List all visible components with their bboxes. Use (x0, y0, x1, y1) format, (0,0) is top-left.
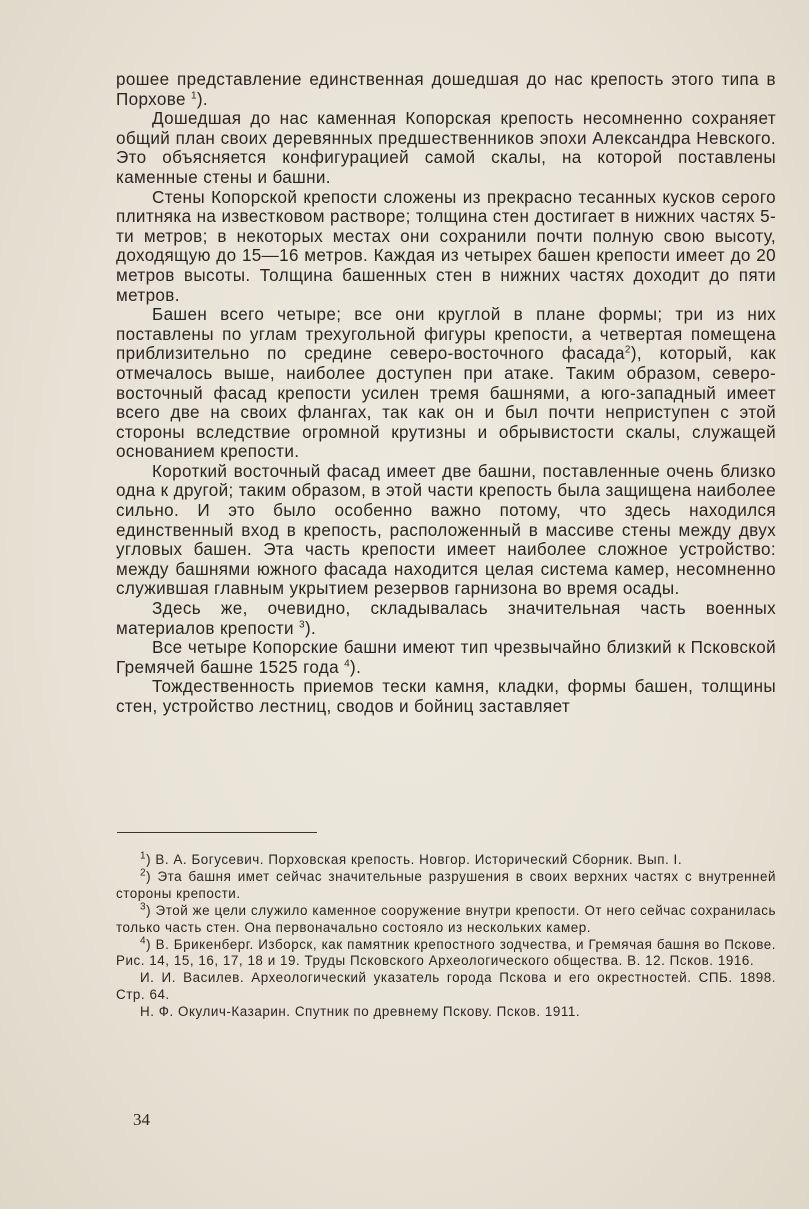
paragraph: Дошедшая до нас каменная Копорская крепость несомненно сохраняет общий план своих деревянных предшественников эпохи Александра Невского. Это объясняется конфигурацией самой скалы, на которой поставлены каменные стены и башни. (116, 109, 776, 187)
paragraph: Башен всего четыре; все они круглой в плане формы; три из них поставлены по углам трехугольной фигуры крепости, а четвертая помещена приблизительно по средине северо-восточного фасада$^2$), который, как отмечалось выше, наиболее доступен при атаке. Таким образом, северо-восточный фасад крепости усилен тремя башнями, а юго-западный имеет всего две на своих флангах, так как он и был почти неприступен с этой стороны вследствие огромной крутизны и обрывистости скалы, служащей основанием крепости. (116, 305, 776, 462)
footnote-ref: 2 (624, 344, 631, 356)
footnote-ref: 1 (190, 89, 197, 101)
paragraph: Тождественность приемов тески камня, кладки, формы башен, толщины стен, устройство лестниц, сводов и бойниц заставляет (116, 677, 776, 716)
paragraph: Стены Копорской крепости сложены из прекрасно тесанных кусков серого плитняка на известковом растворе; толщина стен достигает в нижних частях 5-ти метров; в некоторых местах они сохранили почти полную свою высоту, доходящую до 15—16 метров. Каждая из четырех башен крепости имеет до 20 метров высоты. Толщина башенных стен в нижних частях доходит до пяти метров. (116, 187, 776, 305)
page-number: 34 (133, 1110, 150, 1129)
paragraph: Все четыре Копорские башни имеют тип чрезвычайно близкий к Псковской Гремячей башне 1525 года $^4$). (116, 638, 776, 677)
footnote: $^2$) Эта башня имет сейчас значительные разрушения в своих верхних частях с внутренней стороны крепости. (116, 867, 776, 901)
footnote-ref: 4 (344, 658, 351, 670)
footnote: И. И. Василев. Археологический указатель города Пскова и его окрестностей. СПБ. 1898. Стр. 64. (116, 970, 776, 1003)
footnote: $^4$) В. Брикенберг. Изборск, как памятник крепостного зодчества, и Гремячая башня во Пскове. Рис. 14, 15, 16, 17, 18 и 19. Труды Псковского Археологического общества. В. 12. Псков. 1916. (116, 935, 776, 969)
footnote: $^3$) Этой же цели служило каменное сооружение внутри крепости. От него сейчас сохранилась только часть стен. Она первоначально состояло из нескольких камер. (116, 901, 776, 935)
paragraph: рошее представление единственная дошедшая до нас крепость этого типа в Порхове $^1$). (116, 70, 776, 109)
footnotes (116, 852, 776, 1021)
footnote-ref: 3 (299, 618, 305, 630)
main-text (116, 70, 776, 717)
paragraph: Короткий восточный фасад имеет две башни, поставленные очень близко одна к другой; таким образом, в этой части крепость была защищена наиболее сильно. И это было особенно важно потому, что здесь находился единственный вход в крепость, расположенный в массиве стены между двух угловых башен. Эта часть крепости имеет наиболее сложное устройство: между башнями южного фасада находится целая система камер, несомненно служившая главным укрытием резервов гарнизона во время осады. (116, 461, 776, 599)
footnote: $^1$) В. А. Богусевич. Порховская крепость. Новгор. Исторический Сборник. Вып. I. (140, 850, 683, 867)
footnote: Н. Ф. Окулич-Казарин. Спутник по древнему Пскову. Псков. 1911. (140, 1004, 581, 1020)
paragraph: Здесь же, очевидно, складывалась значительная часть военных материалов крепости $^3$). (116, 599, 776, 638)
footnote-divider (117, 832, 317, 833)
